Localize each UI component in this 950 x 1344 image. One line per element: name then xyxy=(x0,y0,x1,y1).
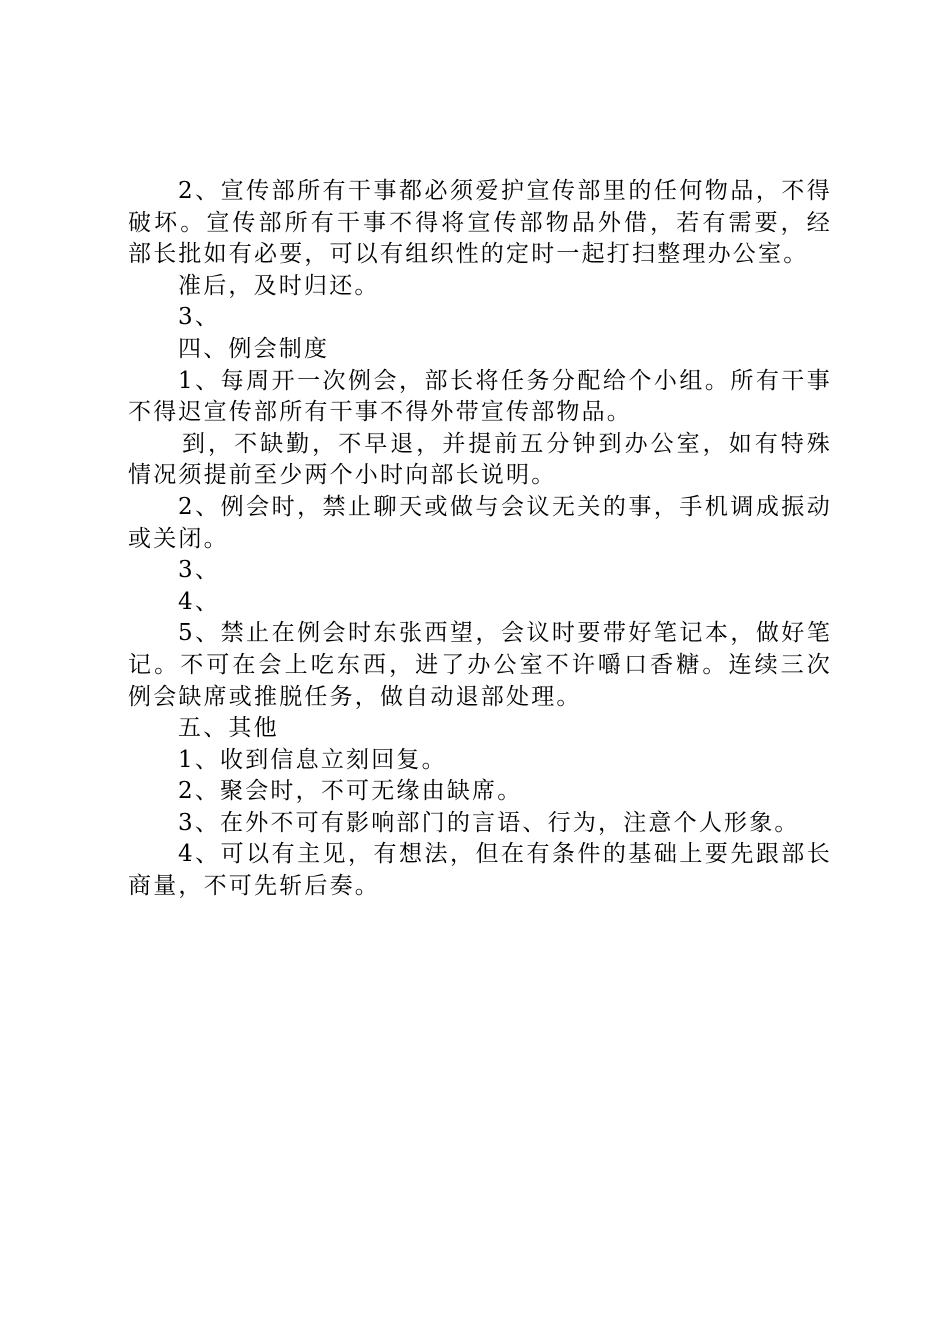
paragraph-item-3b: 3、 xyxy=(178,557,221,584)
section-heading-other: 五、其他 xyxy=(178,715,279,742)
paragraph-public-image: 3、在外不可有影响部门的言语、行为，注意个人形象。 xyxy=(178,809,800,836)
paragraph-meeting-discipline: 5、禁止在例会时东张西望，会议时要带好笔记本，做好笔记。不可在会上吃东西，进了办公室不许嚼口香糖。连续三次例会缺席或推脱任务，做自动退部处理。 xyxy=(128,620,832,710)
paragraph-gatherings: 2、聚会时，不可无缘由缺席。 xyxy=(178,778,523,805)
paragraph-return-items: 准后，及时归还。 xyxy=(178,272,380,299)
paragraph-consult-minister: 4、可以有主见，有想法，但在有条件的基础上要先跟部长商量，不可先斩后奏。 xyxy=(128,841,832,900)
paragraph-meeting-conduct: 2、例会时，禁止聊天或做与会议无关的事，手机调成振动或关闭。 xyxy=(128,493,832,552)
paragraph-attendance: 到，不缺勤，不早退，并提前五分钟到办公室，如有特殊情况须提前至少两个小时向部长说明。 xyxy=(128,430,832,489)
paragraph-item-3: 3、 xyxy=(178,304,221,331)
paragraph-care-items: 2、宣传部所有干事都必须爱护宣传部里的任何物品，不得破坏。宣传部所有干事不得将宣传部物品外借，若有需要，经部长批如有必要，可以有组织性的定时一起打扫整理办公室。 xyxy=(128,178,832,268)
paragraph-weekly-meeting: 1、每周开一次例会，部长将任务分配给个小组。所有干事不得迟宣传部所有干事不得外带宣传部物品。 xyxy=(128,367,832,426)
section-heading-meeting-rules: 四、例会制度 xyxy=(178,335,330,362)
paragraph-reply-messages: 1、收到信息立刻回复。 xyxy=(178,746,447,773)
paragraph-item-4: 4、 xyxy=(178,588,221,615)
document-body xyxy=(128,176,832,903)
